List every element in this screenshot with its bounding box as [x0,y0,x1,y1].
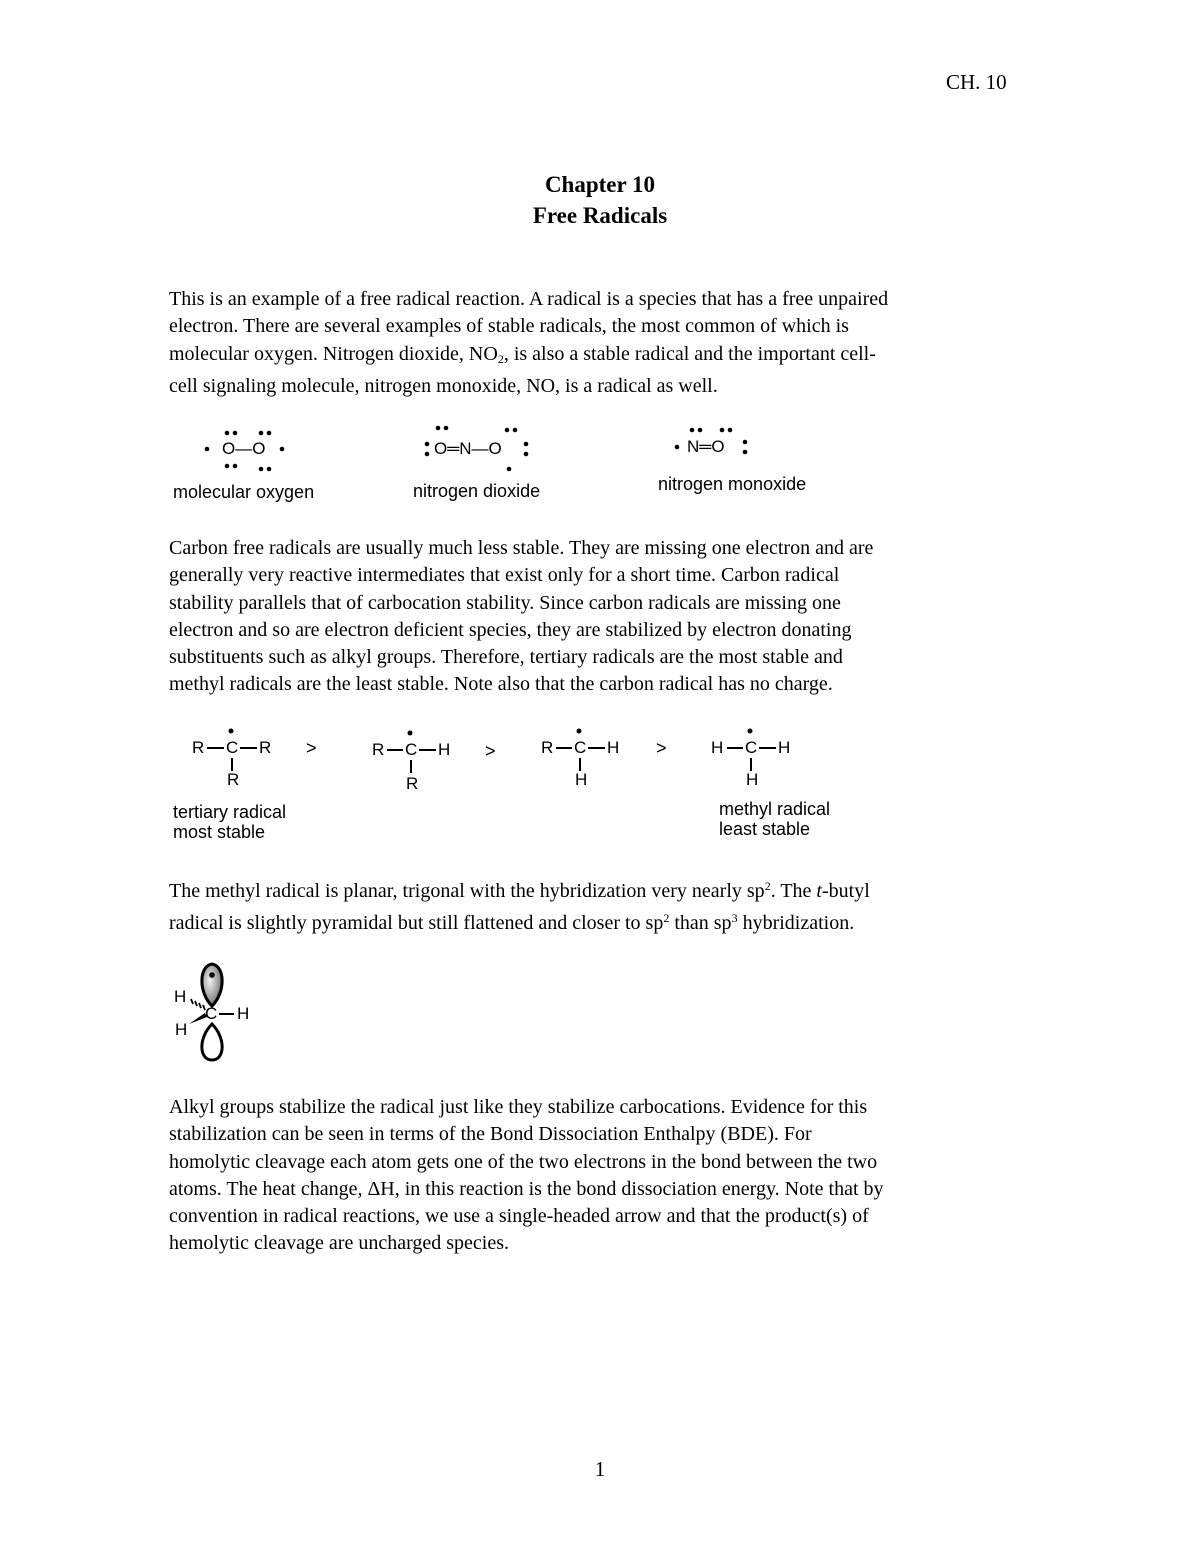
bde-line: hemolytic cleavage are uncharged species. [169,1232,510,1255]
methyl-label: methyl radical [719,799,831,819]
radical3-right: H [607,738,620,757]
tertiary-label: tertiary radical [173,802,287,822]
intro-line: molecular oxygen. Nitrogen dioxide, $NO_2$, is also a stable radical and the important cell- [169,342,876,366]
page-number: 1 [594,1457,606,1481]
greater-than-symbol: > [656,738,667,758]
carbon-line: Carbon free radicals are usually much less stable. They are missing one electron and are [169,537,874,559]
radical3-bottom: H [575,770,588,789]
most-stable-label: most stable [173,822,266,842]
page-header-chapter: CH. 10 [946,70,1007,94]
radical3-carbon: C [574,738,587,757]
bde-line: atoms. The heat change, ΔH, in this reaction is the bond dissociation energy. Note that by [169,1177,884,1200]
radical1-right: R [259,738,272,757]
orbital-h-upper: H [174,987,187,1006]
radical1-bottom: R [227,770,240,789]
greater-than-symbol: > [306,738,317,758]
oxygen-structure: O—O [222,439,266,458]
orbital-h-right: H [237,1004,250,1023]
bde-paragraph [169,1094,1049,1258]
intro-line: cell signaling molecule, nitrogen monoxide, NO, is a radical as well. [169,374,718,397]
methyl-line: The methyl radical is planar, trigonal with the hybridization very nearly $sp^2$. The t-butyl [169,879,870,902]
no2-label: nitrogen dioxide [413,481,541,501]
radical2-right: H [438,740,451,759]
radical2-carbon: C [405,740,418,759]
bde-line: homolytic cleavage each atom gets one of the two electrons in the bond between the two [169,1150,878,1173]
carbon-line: stability parallels that of carbocation stability. Since carbon radicals are missing one [169,591,841,614]
radical2-bottom: R [406,774,419,793]
radical4-right: H [778,738,791,757]
radical2-left: R [372,740,385,759]
radical4-bottom: H [746,770,759,789]
intro-line: This is an example of a free radical reaction. A radical is a species that has a free unpaired [169,288,889,310]
carbon-line: electron and so are electron deficient species, they are stabilized by electron donating [169,618,852,641]
radical4-carbon: C [745,738,758,757]
least-stable-label: least stable [719,819,811,839]
carbon-line: generally very reactive intermediates that exist only for a short time. Carbon radical [169,564,840,587]
chapter-subtitle: Free Radicals [532,203,668,228]
radical1-carbon: C [226,738,239,757]
orbital-h-lower: H [175,1020,188,1039]
radical1-left: R [192,738,205,757]
carbon-line: substituents such as alkyl groups. Therefore, tertiary radicals are the most stable and [169,646,843,669]
oxygen-label: molecular oxygen [173,482,315,502]
intro-line: electron. There are several examples of stable radicals, the most common of which is [169,315,849,338]
greater-than-symbol: > [485,741,496,761]
no2-structure: O═N—O [434,439,502,458]
radical4-left: H [711,738,724,757]
bde-line: stabilization can be seen in terms of the Bond Dissociation Enthalpy (BDE). For [169,1123,812,1146]
orbital-carbon: C [205,1004,218,1023]
methyl-line: radical is slightly pyramidal but still flattened and closer to $sp^2$ than $sp^3$ hybridization. [169,911,855,935]
bde-line: Alkyl groups stabilize the radical just like they stabilize carbocations. Evidence for this [169,1096,868,1118]
carbon-line: methyl radicals are the least stable. Note also that the carbon radical has no charge. [169,673,833,696]
chapter-title: Chapter 10 [544,172,656,197]
no-label: nitrogen monoxide [658,474,807,494]
bde-line: convention in radical reactions, we use a single-headed arrow and that the product(s) of [169,1205,869,1228]
radical3-left: R [541,738,554,757]
no-structure: N═O [687,437,725,456]
